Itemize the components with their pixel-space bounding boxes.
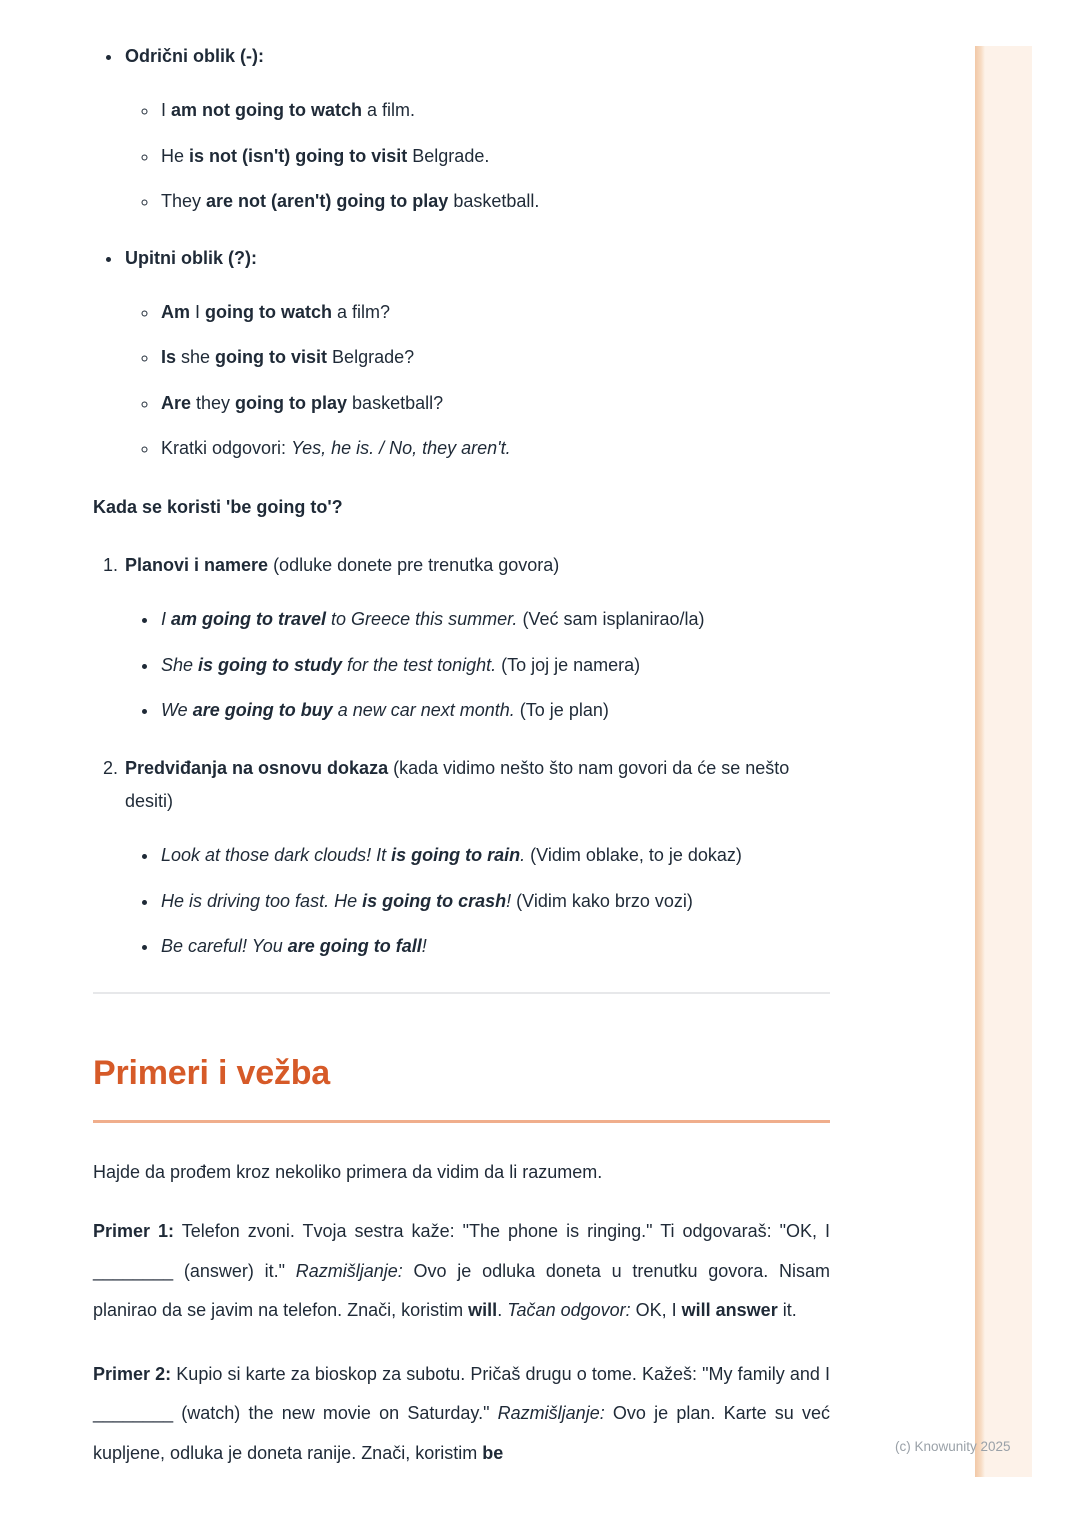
usage-list (93, 549, 830, 963)
example-list-item (159, 341, 830, 373)
usage-item-plans (123, 549, 830, 727)
text-run: She (161, 654, 199, 675)
text-run: Belgrade. (407, 145, 490, 166)
text-run: Tačan odgovor: (507, 1300, 631, 1321)
text-run: are not (aren't) going to play (206, 191, 449, 212)
text-run: (Vidim kako brzo vozi) (511, 890, 693, 911)
example-list-item (159, 140, 830, 172)
text-run: basketball? (347, 392, 444, 413)
text-run: Kupio si karte za bioskop za subotu. Pričaš drugu o tome. Kažeš: "My family and I ________ (watch) the new movie on Saturday." (93, 1363, 830, 1424)
text-run: is going to rain (391, 845, 521, 866)
intro-paragraph: Hajde da prođem kroz nekoliko primera da vidim da li razumem. (93, 1161, 603, 1182)
text-run: Telefon zvoni. Tvoja sestra kaže: "The phone is ringing." Ti odgovaraš: "OK, I ________ (answer) it." (93, 1221, 831, 1281)
text-run: Are (161, 392, 192, 413)
text-run: Yes, he is. / No, they aren't. (291, 438, 511, 459)
text-run: ! (506, 890, 512, 911)
text-run: I (190, 301, 206, 322)
text-run: I (161, 100, 172, 121)
text-run: a film. (362, 100, 416, 121)
negative-examples-list (125, 94, 830, 217)
usage-plans-examples-list (125, 603, 830, 726)
text-run: (To joj je namera) (496, 654, 641, 675)
document-content (93, 40, 830, 1474)
text-run: to Greece this summer. (326, 609, 518, 630)
primer2-paragraph (93, 1355, 830, 1474)
example-list-item (159, 930, 830, 962)
section-title: Primeri i vežba (93, 1043, 830, 1122)
text-run: is going to study (198, 654, 343, 675)
text-run: Primer 2: (93, 1363, 172, 1384)
usage-item-predictions-title (125, 758, 789, 810)
text-run: Belgrade? (327, 347, 415, 368)
example-list-item (159, 649, 830, 681)
text-run: Kratki odgovori: (161, 438, 292, 459)
text-run: (Vidim oblake, to je dokaz) (525, 845, 742, 866)
usage-item-plans-title (125, 555, 559, 575)
text-run: Ovo je plan. Karte su već kupljene, odluka je doneta ranije. Znači, koristim (93, 1403, 831, 1463)
text-run: for the test tonight. (342, 654, 497, 675)
text-run: Be careful! You (161, 936, 288, 957)
text-run: (Već sam isplanirao/la) (517, 609, 705, 630)
text-run: is going to crash (362, 890, 507, 911)
text-run: Ovo je odluka doneta u trenutku govora. Nisam planirao da se javim na telefon. Znači, koristim (93, 1260, 831, 1321)
example-list-item (159, 885, 830, 917)
usage-heading (93, 491, 830, 523)
text-run: Look at those dark clouds! It (161, 845, 392, 866)
text-run: Primer 1: (93, 1221, 175, 1241)
text-run: Am (161, 301, 191, 322)
text-run: . (520, 845, 526, 866)
text-run: am not going to watch (171, 100, 363, 121)
text-run: (To je plan) (514, 700, 609, 721)
question-form-item (123, 242, 830, 465)
text-run: it. (777, 1300, 797, 1321)
example-list-item (159, 432, 830, 464)
text-run: . (497, 1300, 508, 1321)
text-run: OK, I (630, 1300, 682, 1321)
text-run: is not (isn't) going to visit (189, 145, 408, 166)
text-run: going to play (235, 392, 348, 413)
verb-forms-list (93, 40, 830, 465)
primer1-paragraph (93, 1212, 830, 1331)
text-run: are going to fall (287, 936, 422, 957)
copyright-watermark: (c) Knowunity 2025 (895, 1439, 1011, 1454)
usage-predictions-examples-list (125, 839, 830, 962)
text-run: Predviđanja na osnovu dokaza (125, 758, 389, 779)
text-run: going to visit (215, 347, 328, 368)
text-run: she (176, 347, 216, 368)
text-run: Odrični oblik (-): (125, 46, 264, 66)
text-run: (odluke donete pre trenutka govora) (268, 554, 560, 575)
question-form-title (125, 248, 257, 268)
text-run: will (468, 1300, 498, 1321)
example-list-item (159, 839, 830, 871)
text-run: going to watch (205, 301, 333, 322)
text-run: Planovi i namere (125, 554, 269, 575)
text-run: He (161, 145, 190, 166)
example-list-item (159, 185, 830, 217)
text-run: I (161, 609, 172, 630)
text-run: ! (421, 936, 427, 957)
text-run: We (161, 700, 193, 721)
text-run: They (161, 191, 207, 212)
question-examples-list (125, 296, 830, 465)
negative-form-title (125, 46, 264, 66)
text-run: Is (161, 347, 177, 368)
text-run: basketball. (448, 191, 540, 212)
text-run: He is driving too fast. He (161, 890, 363, 911)
text-run: Razmišljanje: (497, 1403, 605, 1424)
text-run: Razmišljanje: (295, 1260, 403, 1281)
decorative-side-strip (975, 46, 1032, 1477)
text-run: Upitni oblik (?): (125, 247, 257, 268)
example-list-item (159, 94, 830, 126)
text-run: a new car next month. (332, 700, 515, 721)
negative-form-item (123, 40, 830, 218)
text-run: a film? (332, 301, 391, 322)
text-run: will answer (681, 1300, 778, 1321)
example-list-item (159, 296, 830, 328)
text-run: (kada vidimo nešto što nam govori da će se nešto desiti) (125, 758, 790, 811)
section-divider (93, 992, 830, 994)
text-run: they (191, 392, 236, 413)
example-list-item (159, 387, 830, 419)
usage-item-predictions (123, 752, 830, 962)
text-run: be (482, 1442, 504, 1463)
text-run: are going to buy (192, 700, 333, 721)
text-run: Kada se koristi 'be going to'? (93, 496, 343, 517)
text-run: am going to travel (171, 609, 327, 630)
example-list-item (159, 694, 830, 726)
example-list-item (159, 603, 830, 635)
